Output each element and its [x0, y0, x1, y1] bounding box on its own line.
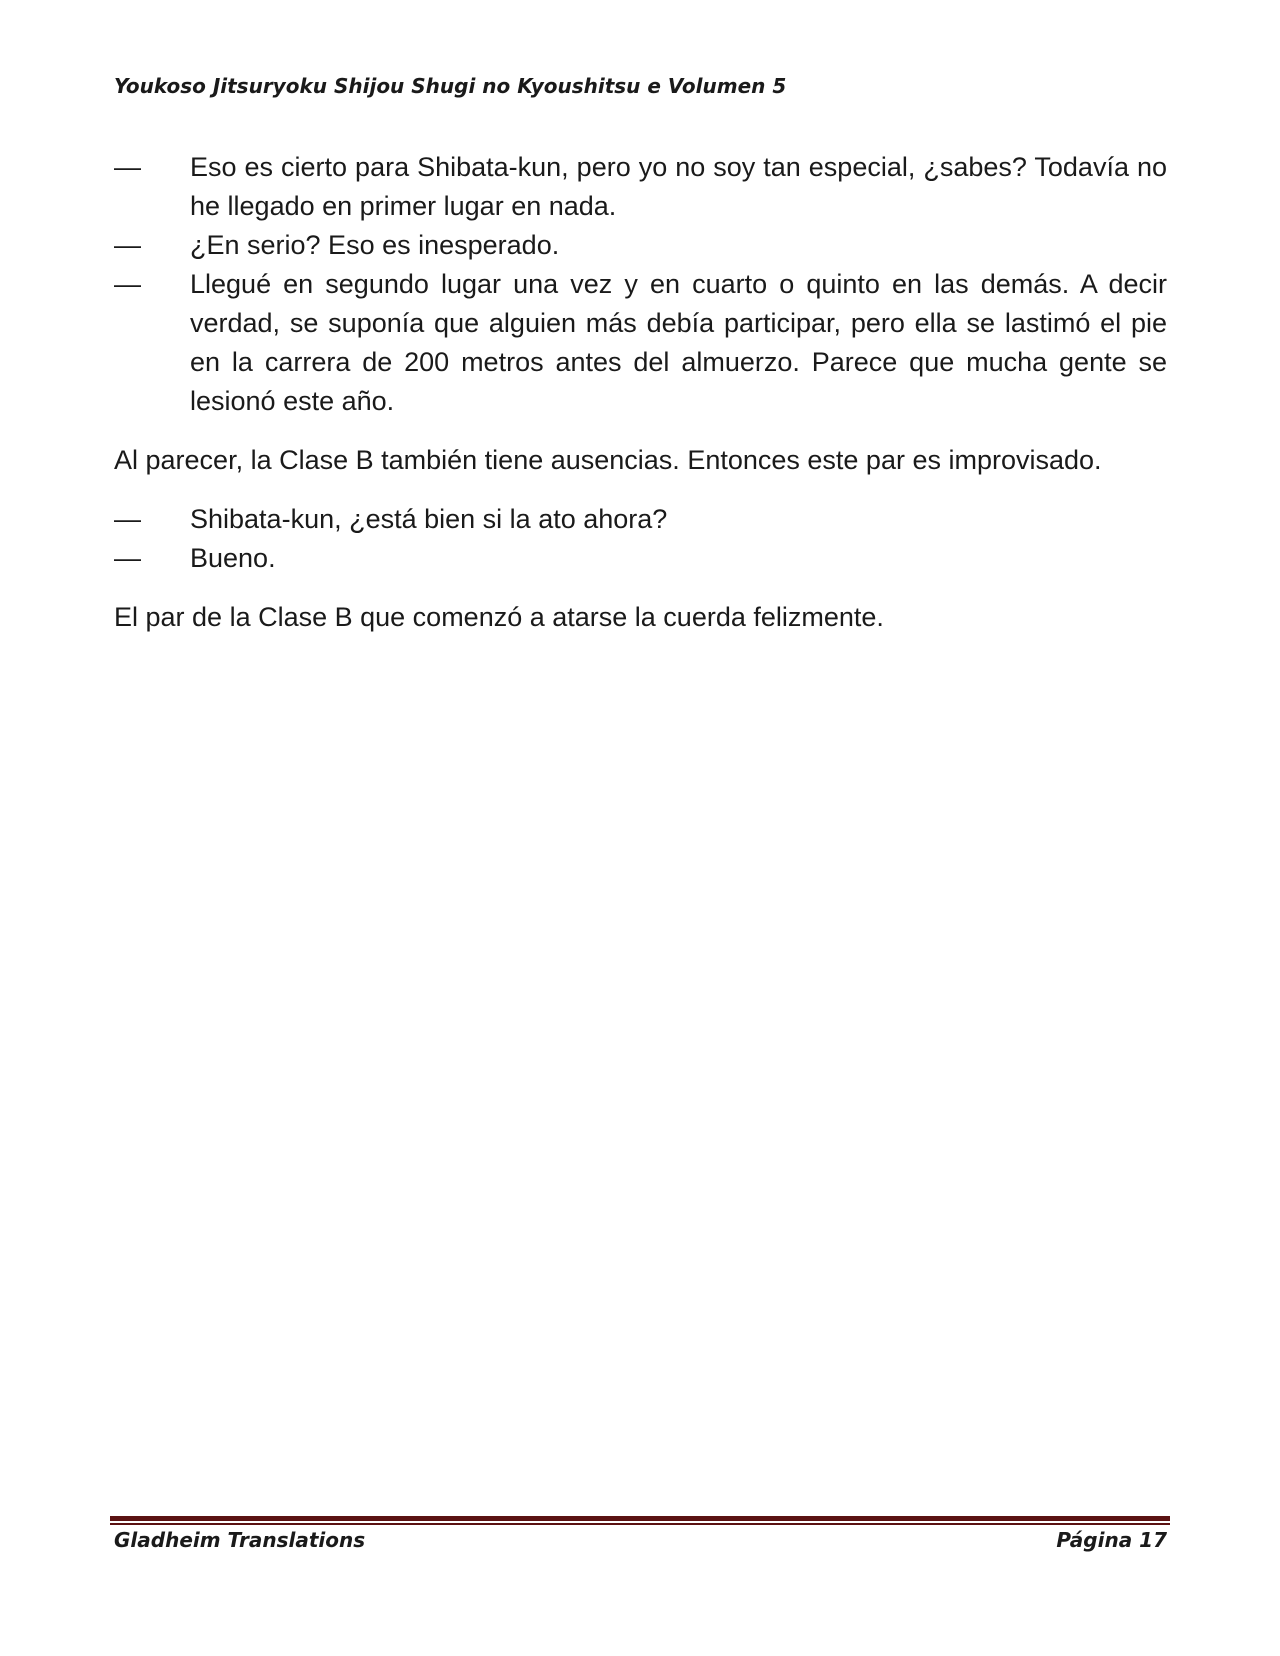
dialogue-line: [114, 148, 1167, 226]
dialogue-line: [114, 500, 1167, 539]
em-dash: —: [114, 152, 141, 182]
em-dash: —: [114, 543, 141, 573]
em-dash: —: [114, 269, 141, 299]
dialogue-text: Eso es cierto para Shibata-kun, pero yo no soy tan especial, ¿sabes? Todavía no he llegado en primer lugar en nada.: [190, 152, 1167, 221]
em-dash: —: [114, 230, 141, 260]
dialogue-block-1: [114, 148, 1167, 421]
footer-rule: [110, 1516, 1170, 1525]
narration-paragraph: El par de la Clase B que comenzó a atarse la cuerda felizmente.: [114, 602, 884, 632]
narration-paragraph: Al parecer, la Clase B también tiene ausencias. Entonces este par es improvisado.: [114, 445, 1102, 475]
dialogue-text: Shibata-kun, ¿está bien si la ato ahora?: [190, 504, 668, 534]
dialogue-text: ¿En serio? Eso es inesperado.: [190, 230, 560, 260]
page-content: [114, 148, 1167, 657]
em-dash: —: [114, 504, 141, 534]
dialogue-text: Bueno.: [190, 543, 276, 573]
dialogue-line: [114, 539, 1167, 578]
page-header-title: Youkoso Jitsuryoku Shijou Shugi no Kyoushitsu e Volumen 5: [114, 74, 787, 98]
dialogue-block-2: [114, 500, 1167, 578]
dialogue-line: [114, 265, 1167, 421]
footer-page-number: Página 17: [1056, 1528, 1167, 1552]
dialogue-text: Llegué en segundo lugar una vez y en cuarto o quinto en las demás. A decir verdad, se suponía que alguien más debía participar, pero ella se lastimó el pie en la carrera de 200 metros antes del almuerzo. Parece que mucha gente se lesionó este año.: [190, 269, 1167, 416]
dialogue-line: [114, 226, 1167, 265]
footer-translator: Gladheim Translations: [114, 1528, 366, 1552]
